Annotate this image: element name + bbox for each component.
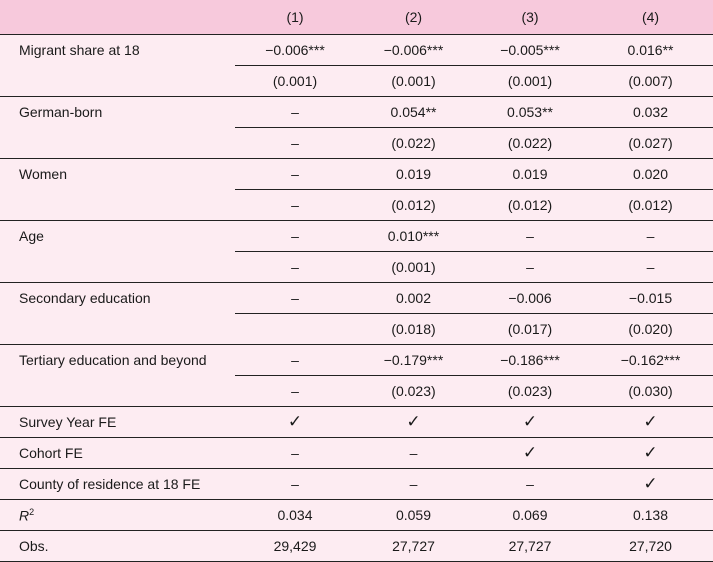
se-cell: (0.017) bbox=[472, 314, 588, 345]
row-survey-year-fe bbox=[0, 407, 713, 438]
value-cell: – bbox=[355, 469, 472, 500]
coef-cell: 0.010*** bbox=[355, 221, 472, 252]
coef-row-tertiary-education bbox=[0, 345, 713, 376]
check-icon: ✓ bbox=[235, 407, 355, 438]
check-icon: ✓ bbox=[588, 469, 713, 500]
coef-row-age bbox=[0, 221, 713, 252]
se-cell: (0.012) bbox=[472, 190, 588, 221]
coef-cell: 0.053** bbox=[472, 97, 588, 128]
se-cell: (0.030) bbox=[588, 376, 713, 407]
se-cell: – bbox=[472, 252, 588, 283]
coef-row-german-born bbox=[0, 97, 713, 128]
value-cell: – bbox=[235, 469, 355, 500]
coef-cell: −0.162*** bbox=[588, 345, 713, 376]
se-cell: – bbox=[235, 252, 355, 283]
coef-cell: 0.054** bbox=[355, 97, 472, 128]
coef-cell: 0.002 bbox=[355, 283, 472, 314]
value-cell: – bbox=[235, 438, 355, 469]
se-cell: (0.012) bbox=[355, 190, 472, 221]
column-header-1: (1) bbox=[286, 9, 304, 25]
column-header-blank bbox=[0, 0, 235, 35]
row-label: Cohort FE bbox=[0, 438, 235, 469]
se-cell: (0.001) bbox=[472, 66, 588, 97]
value-cell: 0.069 bbox=[472, 500, 588, 531]
se-cell: – bbox=[235, 376, 355, 407]
coef-cell: −0.186*** bbox=[472, 345, 588, 376]
se-cell: – bbox=[588, 252, 713, 283]
check-icon: ✓ bbox=[588, 438, 713, 469]
coef-cell: 0.019 bbox=[355, 159, 472, 190]
row-label bbox=[0, 500, 235, 531]
row-label: German-born bbox=[0, 97, 235, 159]
check-icon: ✓ bbox=[588, 407, 713, 438]
coef-cell: −0.006*** bbox=[355, 35, 472, 66]
row-label: Migrant share at 18 bbox=[0, 35, 235, 97]
coef-row-women bbox=[0, 159, 713, 190]
coef-cell: – bbox=[472, 221, 588, 252]
coef-cell: −0.006*** bbox=[235, 35, 355, 66]
coef-cell: – bbox=[588, 221, 713, 252]
value-cell: 27,720 bbox=[588, 531, 713, 562]
se-cell: (0.007) bbox=[588, 66, 713, 97]
coef-cell: −0.006 bbox=[472, 283, 588, 314]
se-cell bbox=[235, 314, 355, 345]
se-cell: (0.022) bbox=[472, 128, 588, 159]
coef-cell: – bbox=[235, 345, 355, 376]
row-label: County of residence at 18 FE bbox=[0, 469, 235, 500]
coef-cell: – bbox=[235, 221, 355, 252]
row-r-squared bbox=[0, 500, 713, 531]
value-cell: 0.059 bbox=[355, 500, 472, 531]
coef-cell: −0.005*** bbox=[472, 35, 588, 66]
column-header-4: (4) bbox=[641, 9, 660, 25]
value-cell: 0.138 bbox=[588, 500, 713, 531]
se-cell: (0.001) bbox=[355, 66, 472, 97]
se-cell: (0.023) bbox=[472, 376, 588, 407]
coef-cell: −0.179*** bbox=[355, 345, 472, 376]
se-cell: (0.001) bbox=[235, 66, 355, 97]
se-cell: (0.023) bbox=[355, 376, 472, 407]
row-label: Women bbox=[0, 159, 235, 221]
column-header-2: (2) bbox=[404, 9, 423, 25]
se-cell: (0.001) bbox=[355, 252, 472, 283]
coef-cell: – bbox=[235, 97, 355, 128]
value-cell: 27,727 bbox=[355, 531, 472, 562]
check-icon: ✓ bbox=[472, 438, 588, 469]
coef-cell: – bbox=[235, 159, 355, 190]
row-label: Secondary education bbox=[0, 283, 235, 345]
value-cell: 0.034 bbox=[235, 500, 355, 531]
value-cell: – bbox=[472, 469, 588, 500]
row-label: Obs. bbox=[0, 531, 235, 562]
row-obs bbox=[0, 531, 713, 562]
coef-cell: 0.032 bbox=[588, 97, 713, 128]
se-cell: (0.027) bbox=[588, 128, 713, 159]
row-label: Survey Year FE bbox=[0, 407, 235, 438]
value-cell: – bbox=[355, 438, 472, 469]
se-cell: (0.022) bbox=[355, 128, 472, 159]
value-cell: 29,429 bbox=[235, 531, 355, 562]
se-cell: (0.020) bbox=[588, 314, 713, 345]
se-cell: (0.012) bbox=[588, 190, 713, 221]
se-cell: – bbox=[235, 190, 355, 221]
row-label: Tertiary education and beyond bbox=[0, 345, 235, 407]
coef-cell: 0.020 bbox=[588, 159, 713, 190]
row-label: Age bbox=[0, 221, 235, 283]
column-header-3: (3) bbox=[521, 9, 539, 25]
coef-cell: – bbox=[235, 283, 355, 314]
check-icon: ✓ bbox=[472, 407, 588, 438]
r-squared-letter: R bbox=[19, 507, 30, 524]
value-cell: 27,727 bbox=[472, 531, 588, 562]
header-row bbox=[0, 0, 713, 35]
coef-cell: 0.016** bbox=[588, 35, 713, 66]
r-squared-exponent: 2 bbox=[29, 506, 35, 517]
row-cohort-fe bbox=[0, 438, 713, 469]
row-county-fe bbox=[0, 469, 713, 500]
se-cell: – bbox=[235, 128, 355, 159]
check-icon: ✓ bbox=[355, 407, 472, 438]
se-cell: (0.018) bbox=[355, 314, 472, 345]
coef-cell: −0.015 bbox=[588, 283, 713, 314]
coef-row-migrant-share bbox=[0, 35, 713, 66]
coef-row-secondary-education bbox=[0, 283, 713, 314]
coef-cell: 0.019 bbox=[472, 159, 588, 190]
